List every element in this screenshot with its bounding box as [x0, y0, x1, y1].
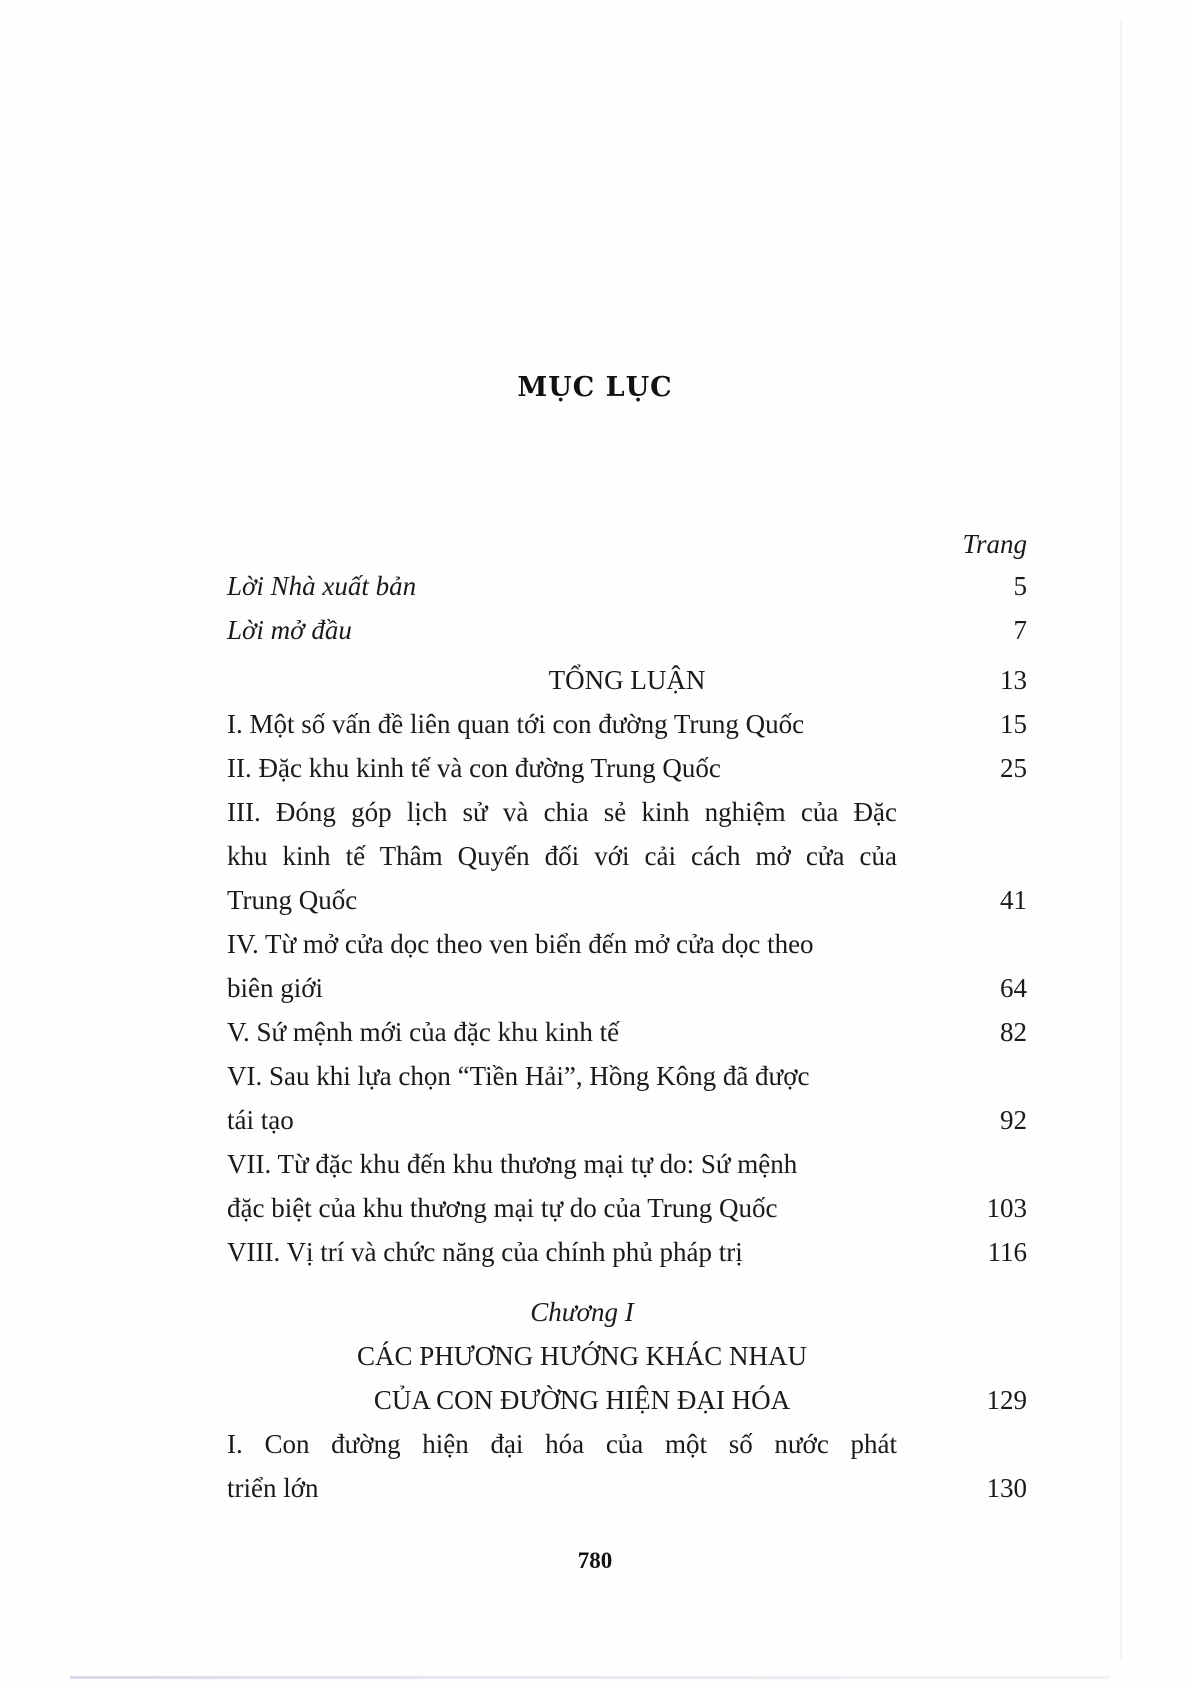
toc-entry-page: 82 — [1000, 1017, 1027, 1047]
page-number: 780 — [577, 1548, 613, 1573]
toc-entry-page: 41 — [1000, 885, 1027, 915]
toc-entry-page: 129 — [986, 1385, 1027, 1415]
toc-entry-title-line: đặc biệt của khu thương mại tự do của Trung Quốc — [227, 1193, 778, 1223]
toc-entry-title-line: VII. Từ đặc khu đến khu thương mại tự do: Sứ mệnh — [227, 1149, 798, 1179]
toc-entry[interactable] — [227, 1422, 1027, 1510]
toc-entry-title-line: triển lớn — [227, 1473, 319, 1503]
toc-entry-title-line: I. Con đường hiện đại hóa của một số nước phát — [227, 1429, 897, 1459]
toc-entry-foreword[interactable] — [227, 608, 1027, 652]
chapter-title-line: CÁC PHƯƠNG HƯỚNG KHÁC NHAU — [357, 1341, 807, 1371]
toc-entry-page: 92 — [1000, 1105, 1027, 1135]
toc-entry[interactable] — [227, 1142, 1027, 1230]
toc-entry-page: 130 — [986, 1473, 1027, 1503]
chapter-title-row — [227, 1378, 1027, 1422]
toc-entry[interactable] — [227, 1230, 1027, 1274]
toc-entry-page: 7 — [1013, 615, 1027, 645]
toc-entry-title-line: khu kinh tế Thâm Quyến đối với cải cách mở cửa của — [227, 841, 897, 871]
toc-entry-page: 15 — [1000, 709, 1027, 739]
toc-entry-title-line: III. Đóng góp lịch sử và chia sẻ kinh nghiệm của Đặc — [227, 797, 897, 827]
toc-entry-page: 64 — [1000, 973, 1027, 1003]
toc-entry-title-line: Trung Quốc — [227, 885, 358, 915]
toc-entry-title: II. Đặc khu kinh tế và con đường Trung Quốc — [227, 753, 721, 783]
page-bottom-edge — [70, 1676, 1110, 1679]
table-of-contents — [227, 524, 1027, 1510]
page-column-label: Trang — [962, 529, 1027, 559]
chapter-label: Chương I — [530, 1297, 634, 1327]
toc-entry[interactable] — [227, 746, 1027, 790]
toc-entry[interactable] — [227, 1010, 1027, 1054]
toc-entry-title: Lời Nhà xuất bản — [227, 571, 417, 601]
toc-entry-title: Lời mở đầu — [227, 615, 352, 645]
toc-entry[interactable] — [227, 790, 1027, 922]
toc-entry-page: 25 — [1000, 753, 1027, 783]
toc-entry-title: I. Một số vấn đề liên quan tới con đường Trung Quốc — [227, 709, 805, 739]
page-edge-shadow — [1120, 20, 1122, 1660]
toc-entry-title-line: biên giới — [227, 973, 324, 1003]
toc-chapter[interactable] — [227, 1290, 1027, 1422]
toc-entry-page: 103 — [986, 1193, 1027, 1223]
toc-entry-page: 13 — [1000, 665, 1027, 695]
toc-entry-page: 116 — [987, 1237, 1027, 1267]
toc-entry-title-line: VI. Sau khi lựa chọn “Tiền Hải”, Hồng Kông đã được — [227, 1061, 810, 1091]
toc-entry-page: 5 — [1013, 571, 1027, 601]
toc-entry-publisher-note[interactable] — [227, 564, 1027, 608]
toc-part-heading[interactable] — [227, 658, 1027, 702]
toc-entry[interactable] — [227, 1054, 1027, 1142]
toc-entry-title-line: tái tạo — [227, 1105, 294, 1135]
toc-entry[interactable] — [227, 702, 1027, 746]
toc-entry-title-line: IV. Từ mở cửa dọc theo ven biển đến mở cửa dọc theo — [227, 929, 814, 959]
toc-entry[interactable] — [227, 922, 1027, 1010]
part-title: TỔNG LUẬN — [548, 665, 706, 695]
chapter-title-line: CỦA CON ĐƯỜNG HIỆN ĐẠI HÓA — [373, 1385, 791, 1415]
toc-heading: MỤC LỤC — [517, 372, 673, 403]
toc-entry-title: V. Sứ mệnh mới của đặc khu kinh tế — [227, 1017, 620, 1047]
toc-entry-title: VIII. Vị trí và chức năng của chính phủ pháp trị — [227, 1237, 743, 1267]
